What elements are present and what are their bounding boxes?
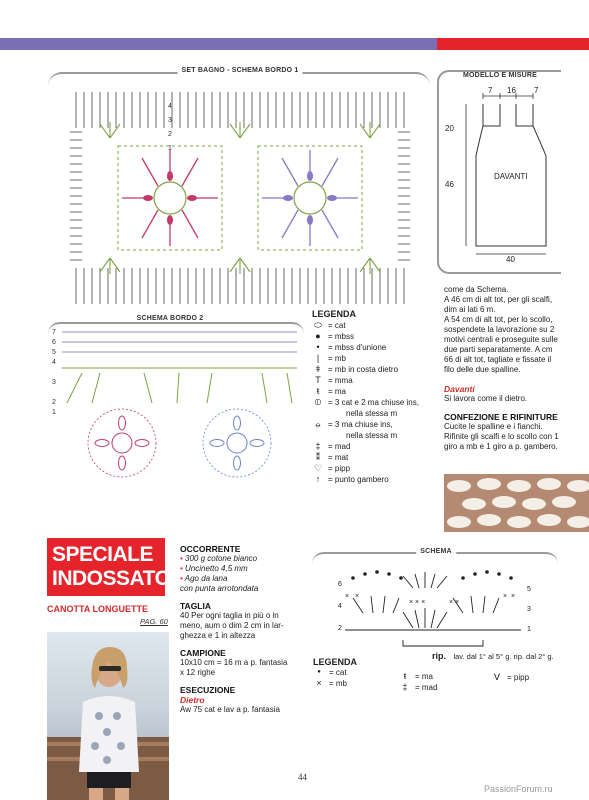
occorrente-item (180, 574, 305, 584)
model-dim-20: 20 (445, 124, 454, 133)
occorrente-item (180, 564, 305, 574)
legend2-item-mad (399, 682, 437, 693)
schema-row-5: 5 (527, 586, 531, 593)
special-title-line1: SPECIALE (52, 543, 154, 566)
schema-row-right (527, 580, 531, 640)
back-loop-icon: ǂ (315, 364, 321, 374)
confezione-body (444, 422, 586, 452)
model-dim-46: 46 (445, 180, 454, 189)
model-bottom-dim: 40 (506, 255, 515, 264)
svg-text:×: × (345, 593, 350, 600)
special-page-ref: PAG. 60 (140, 617, 168, 626)
paragraph-line: A 46 cm di alt tot, per gli scalfi, (444, 295, 553, 304)
chart1-row-labels (168, 100, 172, 156)
legend2-label-cat: = cat (329, 668, 347, 677)
occorrente-list (180, 554, 305, 584)
legend1-label: = 3 ma chiuse ins, (328, 420, 393, 429)
model-dim-3: 7 (534, 86, 539, 95)
legend1-label: = cat (328, 321, 346, 330)
esecuzione-heading: ESECUZIONE (180, 685, 236, 695)
legend1-label: = mat (328, 453, 349, 462)
confezione-line: Rifinite gli scalfi e lo scollo con 1 (444, 432, 559, 441)
chart1-row-3: 3 (168, 117, 172, 124)
schema-row-4: 4 (338, 603, 342, 610)
page-number: 44 (298, 772, 307, 782)
legend1-item (312, 353, 442, 364)
chart1-row-4: 4 (168, 103, 172, 110)
svg-text:×: × (503, 593, 508, 600)
chart2-diagram (62, 328, 297, 493)
top-bar-purple (0, 38, 437, 50)
paragraph-line: due parti separatamente. A cm (444, 345, 553, 354)
model-photo (47, 632, 169, 800)
watermark: PassionForum.ru (484, 784, 553, 794)
model-front-label: DAVANTI (494, 172, 528, 181)
legend1-items (312, 320, 442, 485)
taglia-heading: TAGLIA (180, 601, 212, 611)
taglia-body (180, 611, 305, 641)
confezione-heading: CONFEZIONE E RIFINITURE (444, 412, 558, 422)
chart2-row-4: 4 (52, 359, 56, 366)
legend1-label: = 3 cat e 2 ma chiuse ins, (328, 398, 419, 407)
special-title-block (47, 538, 171, 596)
legend2-label-mad: = mad (415, 683, 438, 692)
dietro-heading: Dietro (180, 695, 205, 705)
confezione-line: Cucite le spalline e i fianchi. (444, 422, 543, 431)
chart1-diagram (70, 88, 410, 308)
confezione-line: giro a mb e 1 giro a p. gambero. (444, 442, 558, 451)
top-bar-red (437, 38, 589, 50)
legend2-item-cat (313, 667, 347, 678)
legend2-item-pipp (491, 672, 529, 683)
occorrente-extra: con punta arrotondata (180, 584, 259, 593)
legend2-label-pipp: = pipp (507, 673, 530, 682)
motif-left (118, 146, 222, 250)
occorrente-heading: OCCORRENTE (180, 544, 241, 554)
treble-icon: ‡ (402, 682, 408, 692)
picot-icon: ᐯ (493, 672, 501, 682)
chart2-row-1: 1 (52, 409, 56, 416)
model-dim-2: 16 (507, 86, 516, 95)
single-crochet-icon: | (316, 353, 320, 363)
occorrente-item-text: Ago da lana (184, 574, 228, 583)
paragraph-line: motivi centrali e proseguite sulle (444, 335, 558, 344)
schema-row-1: 1 (527, 626, 531, 633)
legend1-item (312, 474, 442, 485)
model-dim-1: 7 (488, 86, 493, 95)
legend1-item (312, 342, 442, 353)
instructions (180, 544, 305, 715)
chain-icon: ● (317, 669, 321, 675)
half-dc-icon: T (315, 375, 321, 385)
legend2-item-mb (313, 678, 347, 689)
bullet-icon: • (180, 554, 186, 563)
chart2-row-3: 3 (52, 379, 56, 386)
bullet-icon: • (180, 564, 186, 573)
legend1-item (312, 375, 442, 386)
taglia-line: 40 Per ogni taglia in più o in (180, 611, 279, 620)
slip-join-icon: • (316, 342, 320, 352)
occorrente-item (180, 554, 305, 564)
schema-row-3: 3 (527, 606, 531, 613)
chart2-row-7: 7 (52, 329, 56, 336)
schema-row-6: 6 (338, 581, 342, 588)
legend1-label: = mad (328, 442, 351, 451)
paragraph-line: sospendete la lavorazione su 2 (444, 325, 555, 334)
schema-title: SCHEMA (416, 548, 456, 555)
schema-row-2: 2 (338, 625, 342, 632)
model-title: MODELLO E MISURE (459, 72, 541, 79)
chain-icon: ⬭ (314, 320, 322, 330)
cluster-2-icon: ⦶ (314, 397, 322, 407)
legend1-title: LEGENDA (312, 309, 357, 319)
svg-text:× ×: × × (449, 599, 460, 606)
legend2-item-ma (399, 671, 433, 682)
chart2-title: SCHEMA BORDO 2 (133, 315, 208, 322)
legend1-label: nella stessa m (346, 409, 398, 418)
campione-line: x 12 righe (180, 668, 216, 677)
legend1-label: nella stessa m (346, 431, 398, 440)
legend2 (313, 657, 573, 695)
campione-body (180, 658, 305, 678)
chart1-row-1: 1 (168, 145, 172, 152)
chart1-title: SET BAGNO - SCHEMA BORDO 1 (178, 67, 303, 74)
legend1-item (312, 452, 442, 463)
chart2-row-labels (52, 328, 56, 418)
schema-row-left (338, 574, 342, 640)
chart2-row-5: 5 (52, 349, 56, 356)
legend1-item (312, 419, 442, 430)
top-color-bar (0, 38, 589, 50)
cluster-3-icon: ⦵ (314, 419, 322, 429)
campione-heading: CAMPIONE (180, 648, 226, 658)
legend1-label: = pipp (328, 464, 351, 473)
crab-stitch-icon: ↑ (315, 474, 321, 484)
dc-icon: ŧ (403, 671, 407, 681)
special-title-line2: INDOSSATO (52, 567, 171, 590)
single-crochet-icon: × (316, 678, 322, 688)
legend1-item (312, 364, 442, 375)
legend1-label: = mb (328, 354, 347, 363)
legend2-label-mb: = mb (329, 679, 348, 688)
chart1-row-2: 2 (168, 131, 172, 138)
chart2-row-6: 6 (52, 339, 56, 346)
paragraph-line: dim ai lati 6 m. (444, 305, 496, 314)
right-text (444, 285, 586, 452)
paragraph-line: A 54 cm di alt tot, per lo scollo, (444, 315, 553, 324)
legend1-item (312, 331, 442, 342)
legend1-item (312, 408, 442, 419)
legend1-label: = ma (328, 387, 347, 396)
right-paragraph (444, 285, 586, 375)
legend2-title: LEGENDA (313, 657, 358, 667)
legend1-item (312, 430, 442, 441)
occorrente-item-text: Uncinetto 4,5 mm (185, 564, 248, 573)
special-item-name: CANOTTA LONGUETTE (47, 604, 148, 614)
legend1-label: = mb in costa dietro (328, 365, 399, 374)
legend1-label: = mbss d'unione (328, 343, 387, 352)
slip-stitch-icon: ● (315, 331, 321, 341)
legend1-label: = punto gambero (328, 475, 389, 484)
legend2-items (313, 667, 573, 695)
legend1-label: = mbss (328, 332, 355, 341)
legend1-item (312, 463, 442, 474)
legend1-item (312, 386, 442, 397)
taglia-line: ghezza e 1 in altezza (180, 631, 256, 640)
schema-diagram (343, 568, 523, 648)
svg-text:×: × (355, 593, 360, 600)
davanti-heading: Davanti (444, 384, 475, 394)
chart2-row-2: 2 (52, 399, 56, 406)
dc-icon: ŧ (316, 386, 320, 396)
legend1-item (312, 397, 442, 408)
occorrente-item-text: 300 g cotone bianco (185, 554, 258, 563)
double-treble-icon: ⁑ (315, 452, 321, 462)
legend2-label-ma: = ma (415, 672, 434, 681)
paragraph-line: filo delle due spalline. (444, 365, 521, 374)
legend1-item (312, 320, 442, 331)
motif-right (258, 146, 362, 250)
svg-text:×: × (511, 593, 516, 600)
schema-rip-label: rip. (432, 651, 447, 661)
bullet-icon: • (180, 574, 185, 583)
legend1-label: = mma (328, 376, 353, 385)
svg-text:× × ×: × × × (409, 599, 426, 606)
treble-icon: ‡ (315, 441, 321, 451)
paragraph-line: come da Schema. (444, 285, 509, 294)
legend1-item (312, 441, 442, 452)
taglia-line: meno, aum o dim 2 cm in lar- (180, 621, 284, 630)
esecuzione-body: Aw 75 cat e lav a p. fantasia (180, 705, 280, 714)
legend1 (312, 309, 442, 485)
davanti-body: Si lavora come il dietro. (444, 394, 528, 403)
campione-line: 10x10 cm = 16 m a p. fantasia (180, 658, 288, 667)
picot-icon: ♡ (313, 463, 323, 473)
schema-rip-note: lav. dal 1° al 5° g. rip. dal 2° g. (453, 652, 554, 661)
paragraph-line: 66 di alt tot, tagliate e fissate il (444, 355, 552, 364)
fabric-swatch-photo (444, 474, 589, 532)
